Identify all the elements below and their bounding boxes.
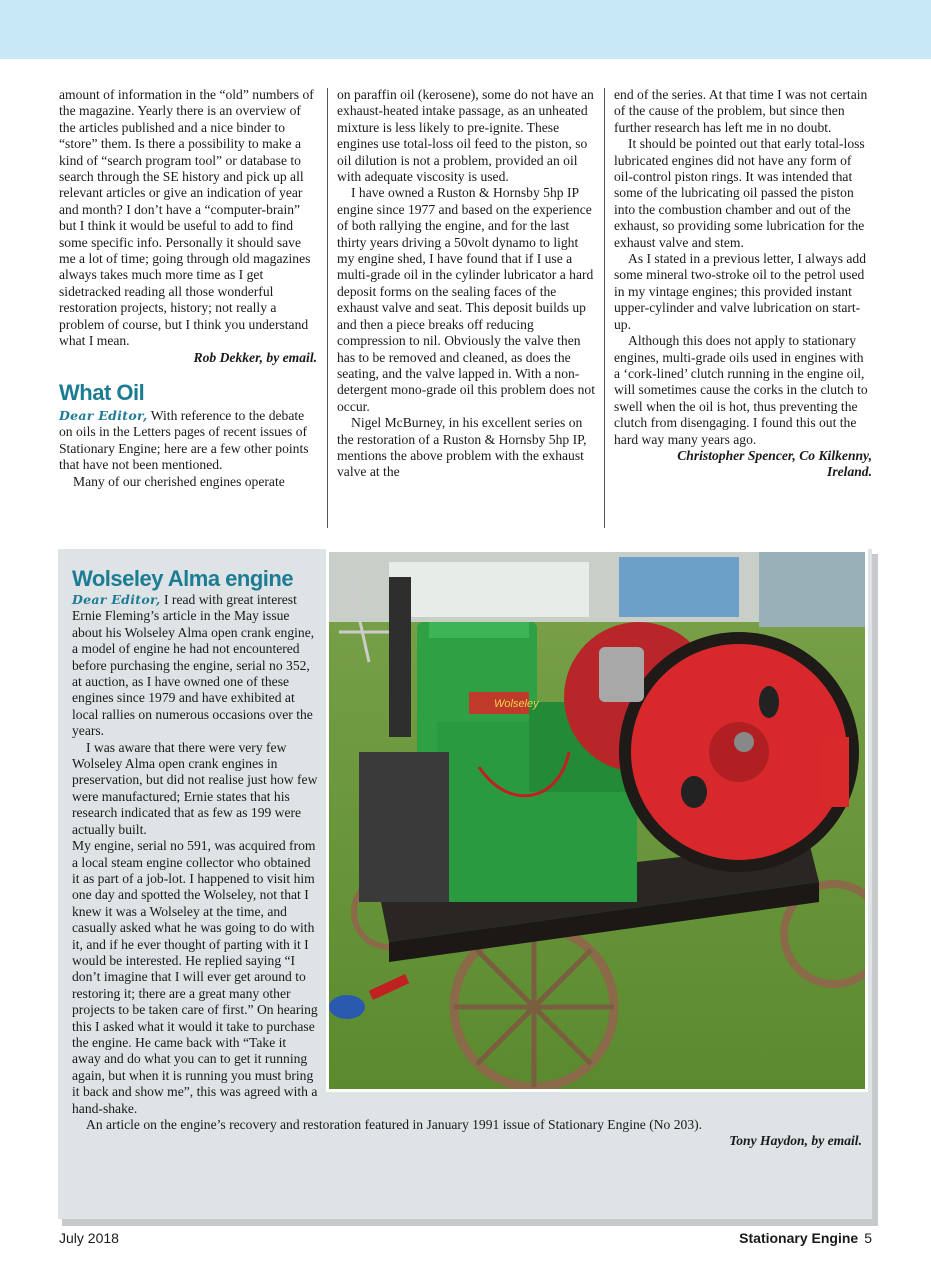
engine-photo-image xyxy=(329,552,865,1089)
letter-text: I read with great interest Ernie Fleming’s article in the May issue about his Wolseley Alma open crank engine, a model of engine he had not encountered before purchasing the engine, serial no 352, at auction, as I have owned one of these engines since 1979 and have exhibited at local rallies on numerous occasions over the years. xyxy=(72,592,315,739)
page-footer xyxy=(739,1230,872,1246)
letter-text: An article on the engine’s recovery and restoration featured in January 1991 issue of Stationary Engine (No 203). xyxy=(86,1117,703,1132)
engine-nameplate-text: Wolseley xyxy=(494,698,539,710)
engine-photo xyxy=(326,549,868,1092)
page-number: 5 xyxy=(864,1230,872,1246)
letter-text: I was aware that there were very few Wolseley Alma open crank engines in preservation, but did not realise just how few were manufactured; Ernie states that his research indicated that as few as 199 were actually built. xyxy=(72,739,318,837)
feature-letter-text xyxy=(72,566,862,1150)
letter-text: Although this does not apply to stationary engines, multi-grade oils used in engines with a ‘cork-lined’ clutch running in the engine oil, will sometimes cause the corks in the clutch to swell when the oil is hot, thus preventing the clutch from disengaging. I found this out the hard way many years ago. xyxy=(614,333,868,447)
letter-text: It should be pointed out that early total-loss lubricated engines did not have any form of oil-control piston rings. It was intended that some of the lubricating oil passed the piston into the combustion chamber and out of the exhaust, so providing some lubrication for the exhaust valve and stem. xyxy=(614,136,865,250)
top-color-band xyxy=(0,0,931,59)
letter-signature: Tony Haydon, by email. xyxy=(729,1133,862,1149)
column-2 xyxy=(337,87,595,481)
letter-text: Nigel McBurney, in his excellent series on the restoration of a Ruston & Hornsby 5hp IP, mentions the above problem with the exhaust valve at the xyxy=(337,415,587,480)
column-3 xyxy=(614,87,872,481)
letter-text: end of the series. At that time I was not certain of the cause of the problem, but since then further research has left me in no doubt. xyxy=(614,87,868,135)
letter-text: amount of information in the “old” numbers of the magazine. Yearly there is an overview of the articles published and a nice binder to “store” them. Is there a possibility to make a kind of “search program tool” or database to search through the SE history and pick up all relevant articles or give an indication of year and month? I don’t have a “computer-brain” but I think it would be useful to add to find some specific info. Personally it should save me a lot of time; going through old magazines always takes much more time as I get sidetracked reading all those wonderful restoration projects, history; not really a problem of course, but I think you understand what I mean. xyxy=(59,87,314,349)
letter-text: Many of our cherished engines operate xyxy=(73,473,285,489)
letter-heading: What Oil xyxy=(59,379,145,405)
magazine-title: Stationary Engine xyxy=(739,1230,859,1246)
letter-text: on paraffin oil (kerosene), some do not have an exhaust-heated intake passage, as an unheated mixture is less likely to pre-ignite. These engines use total-loss oil feed to the piston, so oil dilution is not a problem, provided an oil with adequate viscosity is used. xyxy=(337,87,594,185)
salutation: Dear Editor, xyxy=(72,592,161,607)
letter-signature: Ireland. xyxy=(827,464,872,480)
column-divider xyxy=(604,88,605,528)
salutation: Dear Editor, xyxy=(59,407,148,423)
letter-text: As I stated in a previous letter, I always add some mineral two-stroke oil to the petrol used in my vintage engines; this provided instant upper-cylinder and valve lubrication on start-up. xyxy=(614,251,867,332)
feature-letter-box xyxy=(58,549,872,1219)
column-1 xyxy=(59,87,317,490)
letter-text: With reference to the debate on oils in the Letters pages of recent issues of Stationary Engine; here are a few other points that have not been mentioned. xyxy=(59,407,309,473)
letter-signature: Rob Dekker, by email. xyxy=(193,349,317,365)
column-divider xyxy=(327,88,328,528)
letter-signature: Christopher Spencer, Co Kilkenny, xyxy=(677,447,872,463)
issue-date: July 2018 xyxy=(59,1230,119,1246)
letter-text: I have owned a Ruston & Hornsby 5hp IP engine since 1977 and based on the experience of both rallying the engine, and for the last thirty years driving a 50volt dynamo to light my engine shed, I have found that if I use a multi-grade oil in the cylinder lubricator a hard deposit forms on the sealing faces of the exhaust valve and seat. This deposit builds up and then a piece breaks off reducing compression to nil. Obviously the valve then has to be removed and cleaned, as does the seating, and the valve lapped in. With a non-detergent mono-grade oil this problem does not occur. xyxy=(337,185,595,414)
letter-text: My engine, serial no 591, was acquired from a local steam engine collector who obtained it as part of a job-lot. I happened to visit him one day and spotted the Wolseley, not that I knew it was a Wolseley at the time, and casually asked what he was going to do with it, and if he ever thought of parting with it I would be interested. He replied saying “I don’t imagine that I will ever get around to restoring it; there are a great many other projects to be taken care of first.” On hearing this I asked what it would it take to purchase the engine. He came back with “Take it away and do what you can to get it running again, but when it is running you must bring it back and show me”, this was agreed with a hand-shake. xyxy=(72,838,318,1116)
letter-heading: Wolseley Alma engine xyxy=(72,566,294,591)
